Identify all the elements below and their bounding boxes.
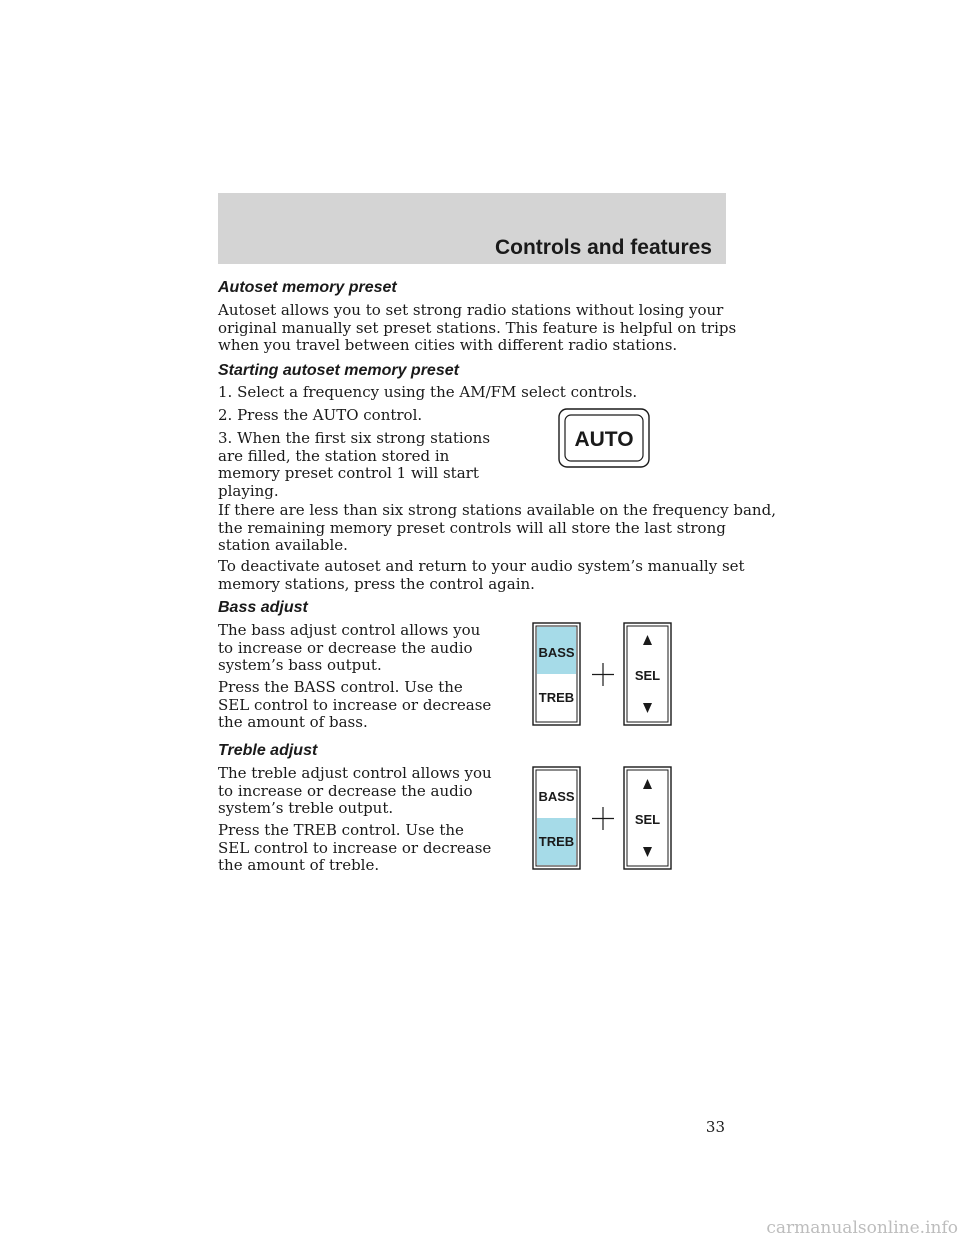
section-header-band	[218, 193, 726, 264]
auto-button-illustration	[558, 408, 650, 468]
step-2-text: 2. Press the AUTO control.	[218, 406, 423, 424]
treble-adjust-heading: Treble adjust	[218, 742, 318, 759]
frequency-band-note: If there are less than six strong stations available on the frequency band, the remaining memory preset controls will all store the last strong station available.	[218, 501, 776, 555]
step-1-text: 1. Select a frequency using the AM/FM select controls.	[218, 383, 638, 401]
page-number: 33	[705, 1118, 725, 1136]
treble-adjust-paragraph-1: The treble adjust control allows you to increase or decrease the audio system’s treble output.	[218, 764, 492, 818]
sel-label: SEL	[634, 812, 661, 827]
section-title: Controls and features	[494, 236, 712, 259]
plus-icon	[592, 663, 614, 686]
autoset-intro-paragraph: Autoset allows you to set strong radio stations without losing your original manually set preset stations. This feature is helpful on trips when you travel between cities with different radio stations.	[218, 301, 737, 355]
treb-label: TREB	[538, 690, 575, 705]
plus-icon	[592, 807, 614, 830]
autoset-heading: Autoset memory preset	[218, 279, 397, 296]
treble-adjust-paragraph-2: Press the TREB control. Use the SEL control to increase or decrease the amount of treble.	[218, 821, 492, 875]
treb-label: TREB	[538, 834, 575, 849]
step-3-text: 3. When the first six strong stations are filled, the station stored in memory preset control 1 will start playing.	[218, 429, 491, 500]
starting-autoset-heading: Starting autoset memory preset	[218, 362, 459, 379]
watermark: carmanualsonline.info	[766, 1218, 958, 1238]
bass-diagram	[532, 622, 672, 726]
bass-label: BASS	[538, 645, 575, 660]
deactivate-note: To deactivate autoset and return to your audio system’s manually set memory stations, press the control again.	[218, 557, 745, 593]
bass-label: BASS	[538, 789, 575, 804]
treble-diagram	[532, 766, 672, 870]
auto-button-label: AUTO	[574, 428, 634, 451]
bass-adjust-heading: Bass adjust	[218, 599, 308, 616]
bass-adjust-paragraph-1: The bass adjust control allows you to increase or decrease the audio system’s bass output.	[218, 621, 481, 675]
sel-label: SEL	[634, 668, 661, 683]
bass-adjust-paragraph-2: Press the BASS control. Use the SEL control to increase or decrease the amount of bass.	[218, 678, 492, 732]
